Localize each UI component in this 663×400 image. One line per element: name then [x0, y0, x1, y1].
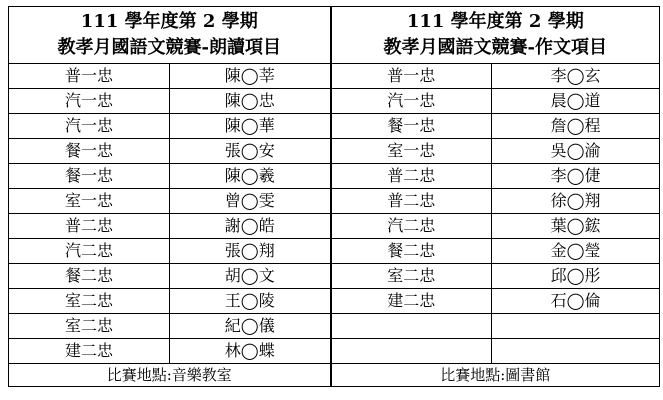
table-row — [9, 139, 660, 164]
reading-class-cell: 普一忠 — [9, 64, 170, 89]
writing-name-cell: 葉◯鋐 — [492, 214, 660, 239]
table-row — [9, 289, 660, 314]
reading-name-cell: 陳◯羲 — [170, 164, 331, 189]
reading-name-cell: 林◯蝶 — [170, 339, 331, 364]
competition-table — [8, 6, 660, 387]
table-row — [9, 314, 660, 339]
writing-venue: 比賽地點:圖書館 — [331, 364, 660, 387]
table-row — [9, 114, 660, 139]
writing-name-cell: 石◯倫 — [492, 289, 660, 314]
writing-name-cell: 徐◯翔 — [492, 189, 660, 214]
reading-name-cell: 陳◯莘 — [170, 64, 331, 89]
reading-title-line1: 111 學年度第 2 學期 — [80, 11, 258, 32]
reading-name-cell: 王◯陵 — [170, 289, 331, 314]
reading-name-cell: 謝◯皓 — [170, 214, 331, 239]
table-row — [9, 239, 660, 264]
table-row — [9, 89, 660, 114]
writing-title — [331, 7, 660, 64]
reading-class-cell: 建二忠 — [9, 339, 170, 364]
reading-name-cell: 張◯翔 — [170, 239, 331, 264]
writing-class-cell: 汽一忠 — [331, 89, 492, 114]
table-row — [9, 339, 660, 364]
reading-class-cell: 餐一忠 — [9, 164, 170, 189]
reading-title-line2: 教孝月國語文競賽-朗讀項目 — [57, 37, 281, 58]
reading-name-cell: 陳◯忠 — [170, 89, 331, 114]
writing-empty-cell — [331, 339, 492, 364]
writing-class-cell: 餐一忠 — [331, 114, 492, 139]
writing-class-cell: 普一忠 — [331, 64, 492, 89]
writing-class-cell: 普二忠 — [331, 164, 492, 189]
writing-empty-cell — [331, 314, 492, 339]
writing-class-cell: 室一忠 — [331, 139, 492, 164]
writing-class-cell: 室二忠 — [331, 264, 492, 289]
writing-name-cell: 邱◯彤 — [492, 264, 660, 289]
reading-name-cell: 胡◯文 — [170, 264, 331, 289]
writing-name-cell: 吳◯渝 — [492, 139, 660, 164]
writing-title-line1: 111 學年度第 2 學期 — [406, 11, 584, 32]
writing-name-cell: 詹◯程 — [492, 114, 660, 139]
writing-class-cell: 建二忠 — [331, 289, 492, 314]
writing-class-cell: 汽二忠 — [331, 214, 492, 239]
writing-name-cell: 李◯玄 — [492, 64, 660, 89]
table-row — [9, 164, 660, 189]
venue-row — [9, 364, 660, 387]
writing-class-cell: 普二忠 — [331, 189, 492, 214]
writing-empty-cell — [492, 339, 660, 364]
reading-venue: 比賽地點:音樂教室 — [9, 364, 331, 387]
reading-class-cell: 汽二忠 — [9, 239, 170, 264]
table-row — [9, 264, 660, 289]
reading-class-cell: 室一忠 — [9, 189, 170, 214]
writing-name-cell: 李◯倢 — [492, 164, 660, 189]
reading-name-cell: 曾◯雯 — [170, 189, 331, 214]
table-row — [9, 214, 660, 239]
reading-class-cell: 餐二忠 — [9, 264, 170, 289]
writing-class-cell: 餐二忠 — [331, 239, 492, 264]
writing-name-cell: 金◯瑩 — [492, 239, 660, 264]
reading-class-cell: 室二忠 — [9, 289, 170, 314]
reading-title — [9, 7, 331, 64]
writing-empty-cell — [492, 314, 660, 339]
table-row — [9, 189, 660, 214]
title-row — [9, 7, 660, 64]
reading-class-cell: 汽一忠 — [9, 89, 170, 114]
reading-class-cell: 普二忠 — [9, 214, 170, 239]
writing-name-cell: 晨◯道 — [492, 89, 660, 114]
writing-title-line2: 教孝月國語文競賽-作文項目 — [383, 37, 608, 58]
reading-name-cell: 陳◯華 — [170, 114, 331, 139]
reading-class-cell: 汽一忠 — [9, 114, 170, 139]
table-row — [9, 64, 660, 89]
reading-class-cell: 餐一忠 — [9, 139, 170, 164]
reading-name-cell: 張◯安 — [170, 139, 331, 164]
reading-class-cell: 室二忠 — [9, 314, 170, 339]
reading-name-cell: 紀◯儀 — [170, 314, 331, 339]
